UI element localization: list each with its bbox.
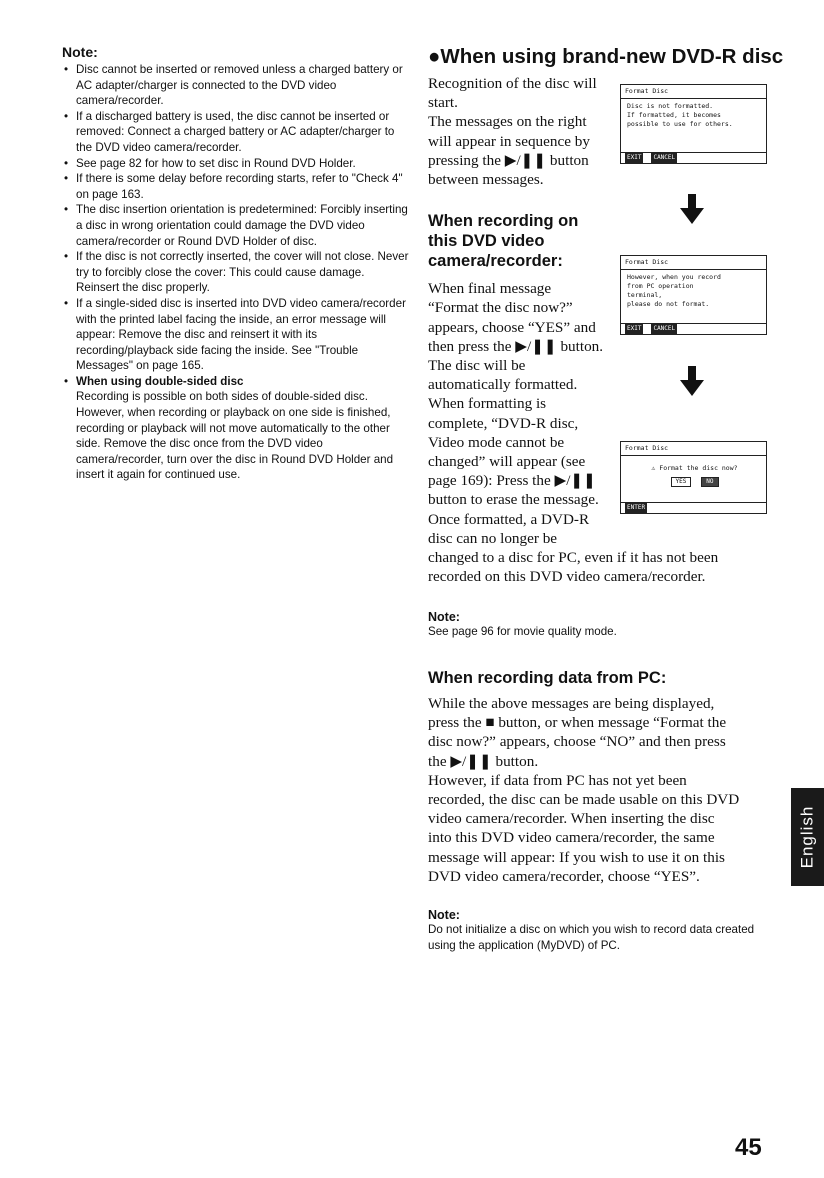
note-bullet: • If a single-sided disc is inserted into DVD video camera/recorder with the printed label facing the inside, an error message will appear: Remove the disc and reinsert it with its recording/playback side facing the inside. See "Trouble Messages" on page 165. — [62, 296, 410, 374]
lcd-screen-1 — [620, 84, 767, 164]
screen-line: possible to use for others. — [627, 120, 733, 128]
note-title: Note: — [62, 44, 98, 60]
screen-title: Format Disc — [621, 256, 766, 270]
text-line: message will appear: If you wish to use it on this — [428, 848, 725, 866]
screen-message — [621, 270, 766, 323]
note-bullet: • If a discharged battery is used, the disc cannot be inserted or removed: Connect a charged battery or AC adapter/charger to the DVD video camera/recorder. — [62, 109, 410, 156]
text-line: the ▶/❚❚ button. — [428, 752, 539, 770]
screen-button-bar — [621, 152, 766, 163]
double-sided-text: Recording is possible on both sides of double-sided disc. However, when recording or playback on one side is finished, recording or playback will not move automatically to the other side. Remove the disc once from the DVD video camera/recorder, turn over the disc in Round DVD Holder and insert it again for continued use. — [76, 390, 394, 482]
screen-line: please do not format. — [627, 300, 710, 308]
screen-line — [627, 464, 762, 473]
note-block-2 — [428, 908, 780, 953]
heading-line: this DVD video — [428, 232, 545, 251]
text-line: “Format the disc now?” — [428, 299, 573, 317]
exit-button: EXIT — [627, 154, 642, 161]
heading-line: When recording on — [428, 212, 579, 231]
screen-line: If formatted, it becomes — [627, 111, 721, 119]
text-line: press the ■ button, or when message “Format the — [428, 714, 727, 732]
text-line: Recognition of the disc will — [428, 75, 597, 92]
note-text: See page 96 for movie quality mode. — [428, 625, 617, 639]
exit-button: EXIT — [627, 325, 642, 332]
text-line: page 169): Press the ▶/❚❚ — [428, 472, 596, 490]
text-line: pressing the ▶/❚❚ button — [428, 151, 589, 169]
lcd-screen-2 — [620, 255, 767, 335]
screen-title: Format Disc — [621, 442, 766, 456]
note-bullet: • See page 82 for how to set disc in Round DVD Holder. — [62, 156, 410, 172]
recording-heading — [428, 211, 618, 271]
text-line: Video mode cannot be — [428, 433, 565, 451]
text-line: into this DVD video camera/recorder, the same — [428, 829, 715, 847]
note-bullet: • The disc insertion orientation is predetermined: Forcibly inserting a disc in wrong orientation could damage the DVD video camera/recorder or Round DVD Holder of disc. — [62, 202, 410, 249]
text-line: changed to a disc for PC, even if it has not been — [428, 549, 719, 567]
no-option: NO — [701, 477, 718, 487]
pc-body — [428, 694, 780, 886]
text-line: The disc will be — [428, 357, 526, 375]
text-line: automatically formatted. — [428, 376, 578, 394]
yes-option: YES — [671, 477, 692, 487]
text-line: then press the ▶/❚❚ button. — [428, 337, 604, 355]
text-line: However, if data from PC has not yet been — [428, 771, 687, 789]
screen-line: from PC operation — [627, 282, 694, 290]
screen-title: Format Disc — [621, 85, 766, 99]
language-label: English — [797, 805, 817, 869]
text-line: changed” will appear (see — [428, 453, 586, 471]
text-line: disc now?” appears, choose “NO” and then press — [428, 733, 726, 751]
warning-icon: ⚠ — [651, 464, 656, 472]
cancel-button: CANCEL — [653, 154, 676, 161]
screen-button-bar — [621, 323, 766, 334]
text-line: between messages. — [428, 171, 544, 189]
section-heading: ●When using brand-new DVD-R disc — [428, 45, 784, 68]
language-tab — [791, 788, 824, 886]
text-line: video camera/recorder. When inserting the disc — [428, 810, 715, 828]
text-line: complete, “DVD-R disc, — [428, 414, 579, 432]
screen-line: However, when you record — [627, 273, 721, 281]
intro-text — [428, 74, 618, 189]
text-line: While the above messages are being displayed, — [428, 695, 715, 713]
text-line: disc can no longer be — [428, 529, 558, 547]
screen-button-bar — [621, 502, 766, 513]
text-line: button to erase the message. — [428, 491, 599, 509]
screen-message — [621, 99, 766, 152]
note-bullet: • If there is some delay before recording starts, refer to "Check 4" on page 163. — [62, 171, 410, 202]
text-line: Once formatted, a DVD-R — [428, 510, 590, 528]
note-block-1 — [428, 610, 780, 640]
text-line: recorded on this DVD video camera/recorder. — [428, 568, 706, 586]
page-number: 45 — [735, 1134, 762, 1161]
note-bullet: • If the disc is not correctly inserted, the cover will not close. Never try to forcibly close the cover: This could cause damage. Reinsert the disc properly. — [62, 249, 410, 296]
note-list — [62, 62, 410, 483]
left-column — [62, 44, 410, 483]
lcd-screen-3 — [620, 441, 767, 514]
option-row — [627, 477, 762, 487]
pc-heading: When recording data from PC: — [428, 669, 667, 688]
note-title: Note: — [428, 610, 460, 625]
note-bullet-double-sided — [62, 374, 410, 483]
heading-line: camera/recorder: — [428, 252, 563, 271]
double-sided-title: • When using double-sided disc — [76, 374, 244, 388]
text-line: DVD video camera/recorder, choose “YES”. — [428, 867, 700, 885]
text-line: appears, choose “YES” and — [428, 318, 596, 336]
text-line: When formatting is — [428, 395, 547, 413]
screen-message — [621, 456, 766, 502]
screen-line: Disc is not formatted. — [627, 102, 714, 110]
screen-line: terminal, — [627, 291, 663, 299]
text-line: will appear in sequence by — [428, 132, 590, 150]
enter-button: ENTER — [627, 504, 646, 511]
note-bullet: • Disc cannot be inserted or removed unless a charged battery or AC adapter/charger is connected to the DVD video camera/recorder. — [62, 62, 410, 109]
text-line: When final message — [428, 280, 552, 298]
text-line: The messages on the right — [428, 113, 587, 131]
note-text: Do not initialize a disc on which you wish to record data created using the application (MyDVD) of PC. — [428, 923, 755, 952]
note-title: Note: — [428, 908, 460, 923]
text-line: start. — [428, 94, 458, 112]
text-line: recorded, the disc can be made usable on this DVD — [428, 791, 740, 809]
screen-text: Format the disc now? — [659, 464, 738, 472]
cancel-button: CANCEL — [653, 325, 676, 332]
